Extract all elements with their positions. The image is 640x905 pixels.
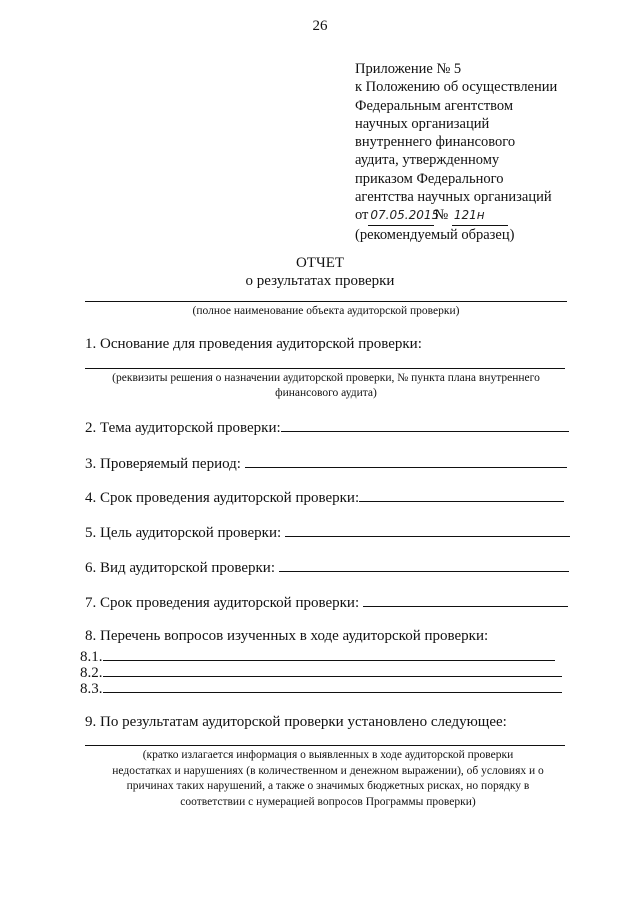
item-4-label: 4. Срок проведения аудиторской проверки: (85, 490, 360, 506)
caption-line: недостатках и нарушениях (в количественном и денежном выражении), об условиях и о (112, 764, 544, 777)
caption-line: (реквизиты решения о назначении аудиторской проверки, № пункта плана внутреннего (112, 372, 540, 384)
item-2-label: 2. Тема аудиторской проверки: (85, 420, 281, 436)
item-6-line (279, 557, 569, 572)
item-8-2-line (103, 662, 562, 677)
appendix-line: научных организаций (355, 115, 490, 132)
caption-line: причинах таких нарушений, а также о значимых бюджетных рисках, но порядку в (126, 780, 530, 792)
item-8-1-line (103, 646, 555, 661)
item-8-3 (80, 678, 562, 698)
appendix-line: Приложение № 5 (355, 61, 462, 77)
report-title: ОТЧЕТ (295, 255, 345, 271)
appendix-line: аудита, утвержденному (355, 152, 500, 169)
sample-note: (рекомендуемый образец) (355, 226, 515, 243)
caption-line: соответствии с нумерацией вопросов Программы проверки) (180, 795, 476, 808)
item-6-type (85, 557, 569, 577)
page-number: 26 (312, 18, 328, 34)
item-2-topic (85, 417, 569, 437)
item-9-caption (78, 748, 578, 810)
item-5-label: 5. Цель аудиторской проверки: (85, 525, 282, 541)
item-2-line (281, 417, 569, 432)
item-1-caption (80, 371, 572, 400)
item-1-line (85, 368, 565, 369)
item-9-findings: 9. По результатам аудиторской проверки установлено следующее: (85, 714, 507, 730)
appendix-line: приказом Федерального (355, 170, 504, 187)
item-6-label: 6. Вид аудиторской проверки: (85, 560, 276, 576)
item-5-goal (85, 522, 570, 542)
caption-line: (кратко излагается информация о выявленных в ходе аудиторской проверки (142, 749, 514, 761)
item-3-period (85, 453, 567, 473)
order-reference (355, 206, 557, 225)
appendix-line: к Положению об осуществлении (355, 79, 558, 96)
item-3-label: 3. Проверяемый период: (85, 456, 241, 472)
item-8-1-label: 8.1. (80, 649, 103, 665)
item-1-basis: 1. Основание для проведения аудиторской проверки: (85, 336, 422, 352)
number-label: № (434, 207, 449, 224)
object-name-line (85, 301, 567, 302)
item-3-line (245, 453, 567, 468)
handwritten-date: 07.05.2015 (368, 206, 434, 225)
appendix-block (355, 60, 557, 244)
appendix-line: Федеральным агентством (355, 97, 514, 114)
item-8-3-label: 8.3. (80, 681, 103, 697)
appendix-line: внутреннего финансового (355, 134, 516, 151)
item-7-line (363, 592, 568, 607)
object-name-caption: (полное наименование объекта аудиторской проверки) (192, 305, 460, 317)
item-5-line (285, 522, 570, 537)
handwritten-number: 121н (452, 206, 508, 225)
from-label: от (355, 207, 369, 224)
item-8-3-line (103, 678, 562, 693)
item-4-duration (85, 487, 564, 507)
appendix-line: агентства научных организаций (355, 189, 552, 206)
report-subtitle: о результатах проверки (245, 273, 395, 289)
item-7-label: 7. Срок проведения аудиторской проверки: (85, 595, 360, 611)
item-9-line (85, 745, 565, 746)
caption-line: финансового аудита) (275, 386, 377, 399)
item-8-2-label: 8.2. (80, 665, 103, 681)
item-4-line (359, 487, 564, 502)
item-7-duration (85, 592, 568, 612)
item-8-questions: 8. Перечень вопросов изученных в ходе аудиторской проверки: (85, 628, 489, 644)
